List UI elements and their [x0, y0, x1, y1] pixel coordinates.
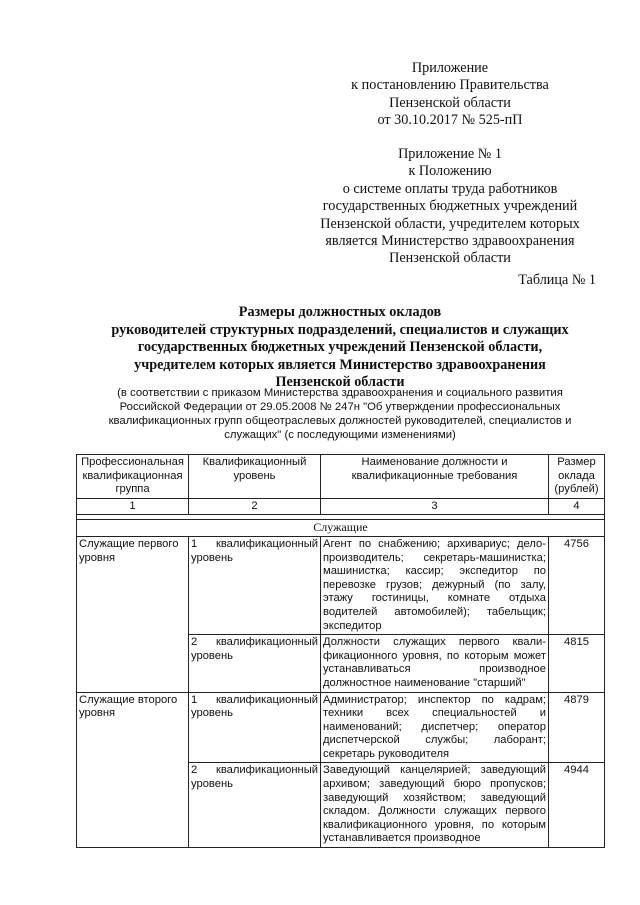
title-line: Пензенской области [275, 374, 405, 390]
section-row [77, 520, 605, 537]
title-line: учредителем которых является Министерство здравоохранения [134, 356, 546, 373]
appendix-line: Пензенской области [389, 250, 511, 267]
note-line: Российской Федерации от 29.05.2008 № 247н "Об утверждении профессиональных [119, 401, 561, 413]
level-cell: 2 квалификационный уровень [189, 763, 321, 848]
document-title [60, 304, 620, 392]
appendix-line: Пензенской области, учредителем которых [320, 215, 580, 232]
appendix-line: к Положению [408, 163, 492, 180]
salary-cell: 4815 [549, 635, 605, 692]
table-row [77, 692, 605, 763]
header-positions: Наименование должности и квалификационные требования [321, 455, 549, 499]
note-line: служащих" (с последующими изменениями) [224, 429, 456, 441]
note-line: (в соответствии с приказом Министерства здравоохранения и социального развития [117, 387, 563, 399]
title-line: руководителей структурных подразделений, специалистов и служащих [111, 321, 569, 338]
salary-table [76, 454, 605, 848]
group-cell: Служащие первого уровня [77, 536, 189, 692]
approval-reference [300, 60, 600, 130]
note-line: квалификационных групп общеотраслевых должностей руководителей, специалистов и [108, 415, 572, 427]
group-cell: Служащие второго уровня [77, 692, 189, 848]
title-line: Размеры должностных окладов [238, 304, 442, 320]
appendix-line: государственных бюджетных учреждений [322, 198, 578, 215]
column-number: 4 [549, 498, 605, 515]
table-row [77, 536, 605, 634]
column-number-row [77, 498, 605, 515]
positions-cell: Администратор; инспектор по кадрам; техники всех специальностей и наименований; диспетчер; оператор диспетчерской службы; лаборант; секретарь руководителя [321, 692, 549, 763]
level-cell: 2 квалификационный уровень [189, 635, 321, 692]
appendix-line: является Министерство здравоохранения [325, 233, 575, 250]
positions-cell: Должности служащих первого квали-фикационного уровня, по которым может устанавливаться производное должностное наименование "старший" [321, 635, 549, 692]
level-cell: 1 квалификационный уровень [189, 692, 321, 763]
table-header-row [77, 455, 605, 499]
column-number: 2 [189, 498, 321, 515]
positions-cell: Заведующий канцелярией; заведующий архивом; заведующий бюро пропусков; заведующий хозяйством; заведующий складом. Должности служащих первого квалификационного уровня, по которым устанавливается производное [321, 763, 549, 848]
salary-cell: 4879 [549, 692, 605, 763]
appendix-line: Приложение № 1 [398, 146, 502, 162]
header-level: Квалификационный уровень [189, 455, 321, 499]
approval-line: к постановлению Правительства [351, 77, 549, 94]
header-group: Профессиональная квалификационная группа [77, 455, 189, 499]
approval-line: Приложение [411, 60, 489, 76]
section-title: Служащие [77, 520, 605, 537]
table-number: Таблица № 1 [518, 272, 596, 288]
legal-basis-note [72, 386, 608, 442]
salary-cell: 4756 [549, 536, 605, 634]
header-salary: Размер оклада (рублей) [549, 455, 605, 499]
salary-cell: 4944 [549, 763, 605, 848]
positions-cell: Агент по снабжению; архивариус; дело-производитель; секретарь-машинистка; машинистка; кассир; экспедитор по перевозке грузов; дежурный (по залу, этажу гостиницы, комнате отдыха водителей автомобилей); табельщик; экспедитор [321, 536, 549, 634]
appendix-line: о системе оплаты труда работников [342, 180, 558, 197]
approval-line: от 30.10.2017 № 525-пП [377, 112, 523, 129]
title-line: государственных бюджетных учреждений Пензенской области, [137, 339, 543, 355]
level-cell: 1 квалификационный уровень [189, 536, 321, 634]
column-number: 1 [77, 498, 189, 515]
appendix-reference [300, 146, 600, 268]
approval-line: Пензенской области [389, 94, 511, 111]
column-number: 3 [321, 498, 549, 515]
